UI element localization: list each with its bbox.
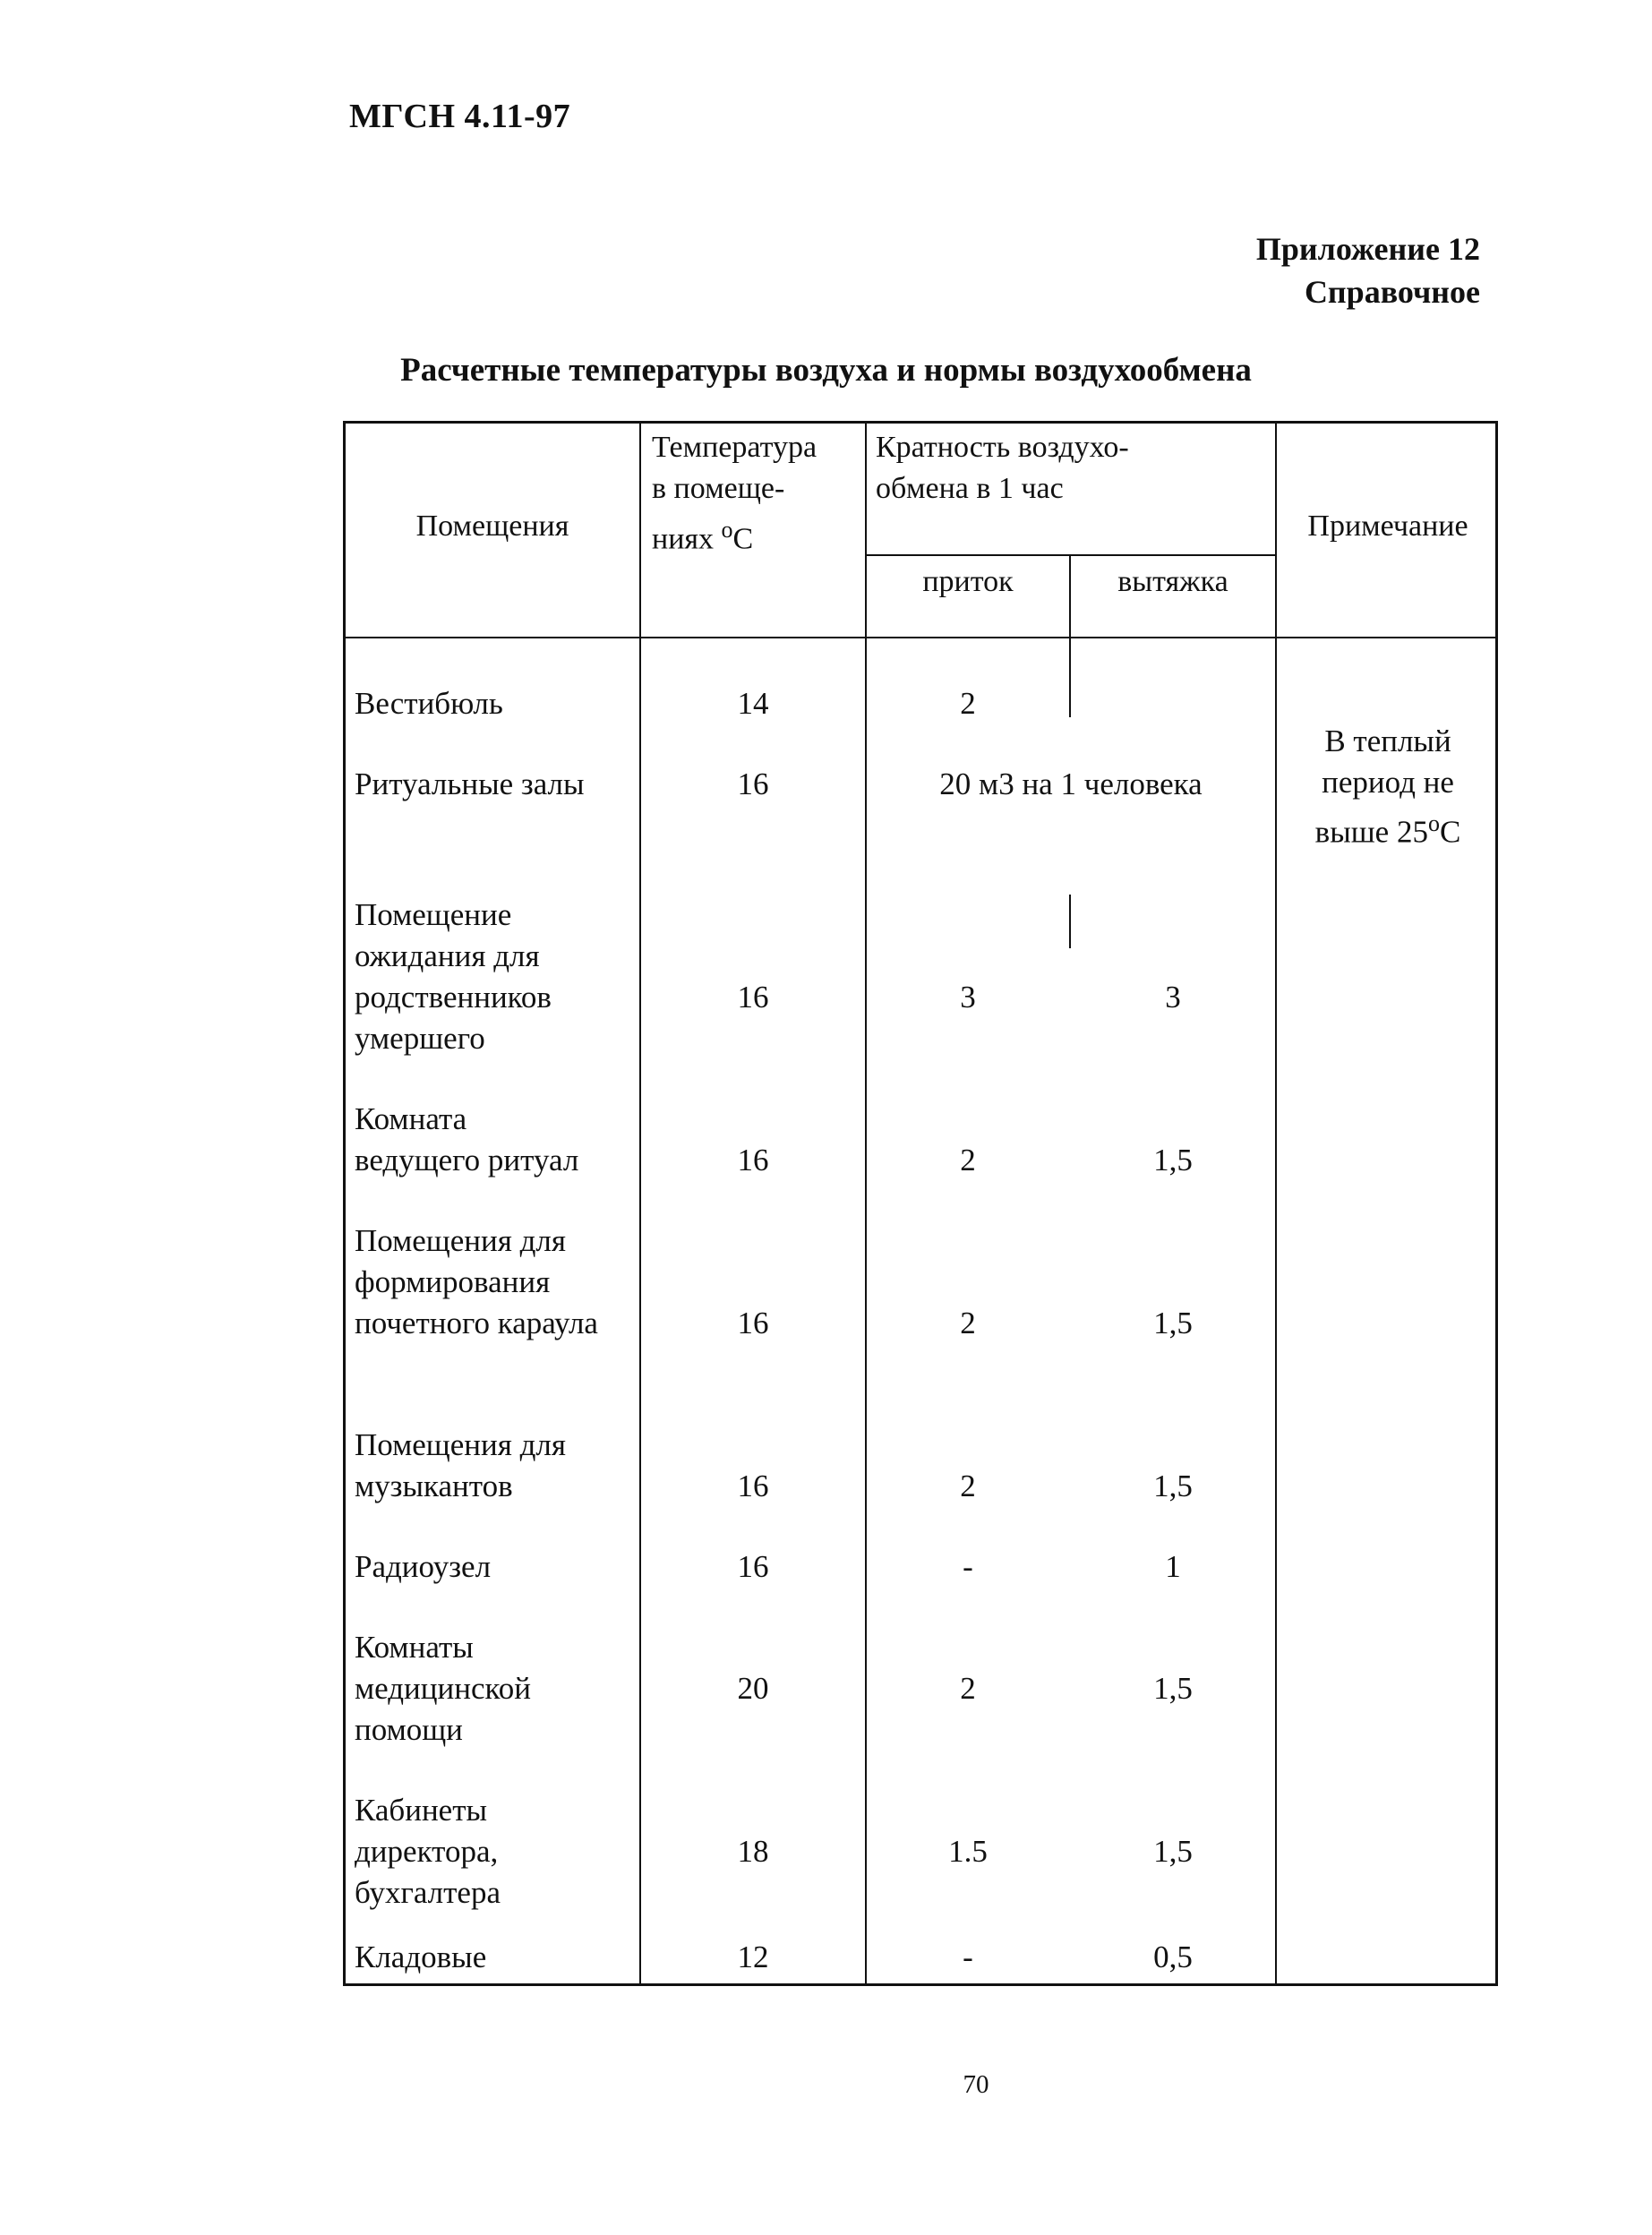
header-note: Примечание: [1307, 510, 1468, 543]
appendix-label: [1256, 227, 1480, 313]
table-title: Расчетные температуры воздуха и нормы воздухообмена: [400, 352, 1252, 389]
row-room: Кабинеты директора, бухгалтера: [355, 1793, 501, 1910]
row-room: Радиоузел: [355, 1549, 492, 1584]
note-warm-period: В теплый период не выше $25^оС$: [1314, 724, 1461, 850]
column-divider: [639, 424, 641, 1986]
row-temperature: 16: [737, 1469, 769, 1503]
row-exhaust: 1: [1165, 1549, 1181, 1584]
row-exhaust: 1,5: [1153, 1671, 1193, 1706]
row-supply: 2: [960, 1306, 976, 1340]
row-supply: 2: [960, 1143, 976, 1177]
row-room: Ритуальные залы: [355, 766, 585, 801]
header-temperature: Температура в помеще- ниях $^о$С: [652, 431, 817, 556]
row-supply: 2: [960, 1469, 976, 1503]
column-divider: [865, 424, 867, 1986]
row-exhaust: 3: [1165, 980, 1181, 1015]
document-code: МГСН 4.11-97: [349, 98, 571, 135]
row-room: Комнаты медицинской помощи: [355, 1630, 531, 1747]
row-supply: -: [963, 1549, 973, 1584]
ventilation-table: [343, 421, 1498, 1986]
header-subdivider: [865, 554, 1277, 556]
header-bottom-rule: [346, 637, 1498, 638]
row-exhaust: 1,5: [1153, 1469, 1193, 1503]
row-temperature: 16: [737, 1143, 769, 1177]
appendix-number: Приложение 12: [1255, 231, 1480, 267]
column-divider-partial: [1069, 895, 1071, 948]
row-temperature: 12: [737, 1940, 769, 1974]
row-room: Комната ведущего ритуал: [355, 1101, 579, 1177]
row-temperature: 18: [737, 1834, 769, 1869]
header-exhaust: вытяжка: [1117, 565, 1228, 598]
row-supply: 1.5: [948, 1834, 988, 1869]
row-supply: -: [963, 1940, 973, 1974]
row-temperature: 14: [737, 686, 769, 721]
row-temperature: 16: [737, 1549, 769, 1584]
row-exhaust: 0,5: [1153, 1940, 1193, 1974]
row-temperature: 16: [737, 766, 769, 801]
row-room: Вестибюль: [355, 686, 503, 721]
header-air-exchange-rate: Кратность воздухо- обмена в 1 час: [876, 431, 1129, 505]
row-room: Помещения для формирования почетного караула: [355, 1223, 598, 1340]
row-merged-rate: 20 м3 на 1 человека: [939, 766, 1203, 801]
column-divider: [1275, 424, 1277, 1986]
header-supply: приток: [922, 565, 1014, 598]
row-temperature: 20: [737, 1671, 769, 1706]
row-supply: 2: [960, 1671, 976, 1706]
appendix-type: Справочное: [1304, 274, 1480, 310]
row-supply: 3: [960, 980, 976, 1015]
row-room: Помещения для музыкантов: [355, 1427, 566, 1503]
column-divider-partial: [1069, 638, 1071, 717]
header-rooms: Помещения: [415, 510, 569, 543]
row-temperature: 16: [737, 1306, 769, 1340]
row-room: Кладовые: [355, 1940, 487, 1974]
row-exhaust: 1,5: [1153, 1143, 1193, 1177]
page-number: 70: [963, 2070, 989, 2099]
row-exhaust: 1,5: [1153, 1834, 1193, 1869]
row-supply: 2: [960, 686, 976, 721]
row-temperature: 16: [737, 980, 769, 1015]
row-exhaust: 1,5: [1153, 1306, 1193, 1340]
row-room: Помещение ожидания для родственников умершего: [355, 897, 552, 1056]
